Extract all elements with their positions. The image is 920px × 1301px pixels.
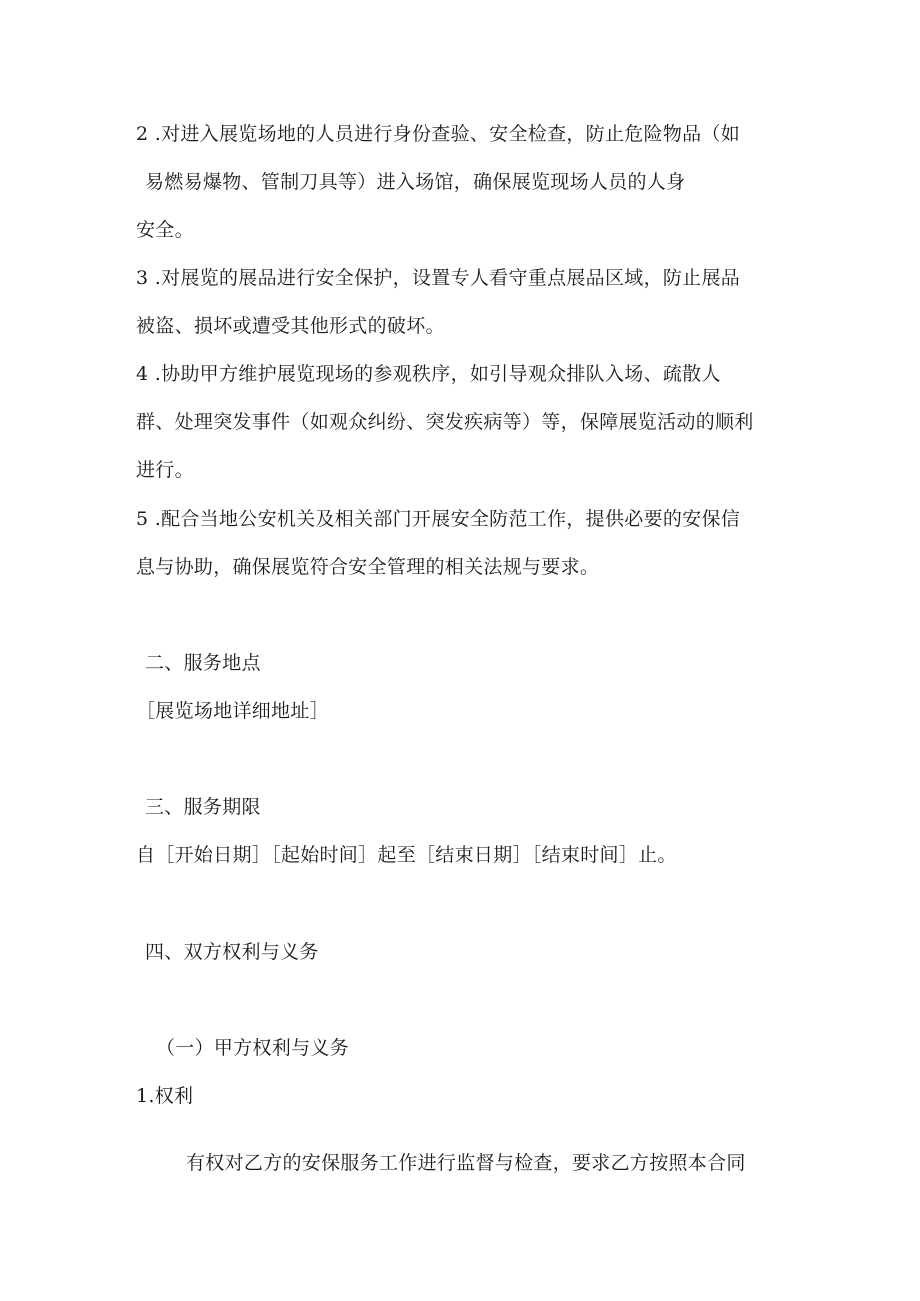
item-2-line-3: 安全。 bbox=[136, 219, 194, 241]
point-1-title: 1.权利 bbox=[136, 1085, 194, 1107]
point-1-body: 有权对乙方的安保服务工作进行监督与检查，要求乙方按照本合同 bbox=[186, 1152, 746, 1174]
section-3-heading: 三、服务期限 bbox=[145, 796, 261, 818]
item-3-line-2: 被盗、损坏或遭受其他形式的破坏。 bbox=[136, 315, 445, 337]
item-2-line-2: 易燃易爆物、管制刀具等）进入场馆，确保展览现场人员的人身 bbox=[145, 171, 686, 193]
section-2-body: ［展览场地详细地址］ bbox=[136, 700, 330, 722]
section-3-body: 自［开始日期］［起始时间］起至［结束日期］［结束时间］止。 bbox=[136, 844, 677, 866]
item-4-line-1: 4 .协助甲方维护展览现场的参观秩序，如引导观众排队入场、疏散人 bbox=[136, 363, 721, 385]
item-5-line-2: 息与协助，确保展览符合安全管理的相关法规与要求。 bbox=[136, 556, 600, 578]
item-5-line-1: 5 .配合当地公安机关及相关部门开展安全防范工作，提供必要的安保信 bbox=[136, 508, 741, 530]
section-4-heading: 四、双方权利与义务 bbox=[145, 941, 319, 963]
item-2-line-1: 2 .对进入展览场地的人员进行身份查验、安全检查，防止危险物品（如 bbox=[136, 123, 741, 145]
section-2-heading: 二、服务地点 bbox=[145, 652, 261, 674]
item-4-line-3: 进行。 bbox=[136, 459, 194, 481]
item-3-line-1: 3 .对展览的展品进行安全保护，设置专人看守重点展品区域，防止展品 bbox=[136, 267, 741, 289]
item-4-line-2: 群、处理突发事件（如观众纠纷、突发疾病等）等，保障展览活动的顺利 bbox=[136, 411, 754, 433]
section-4-subheading: （一）甲方权利与义务 bbox=[156, 1037, 350, 1059]
